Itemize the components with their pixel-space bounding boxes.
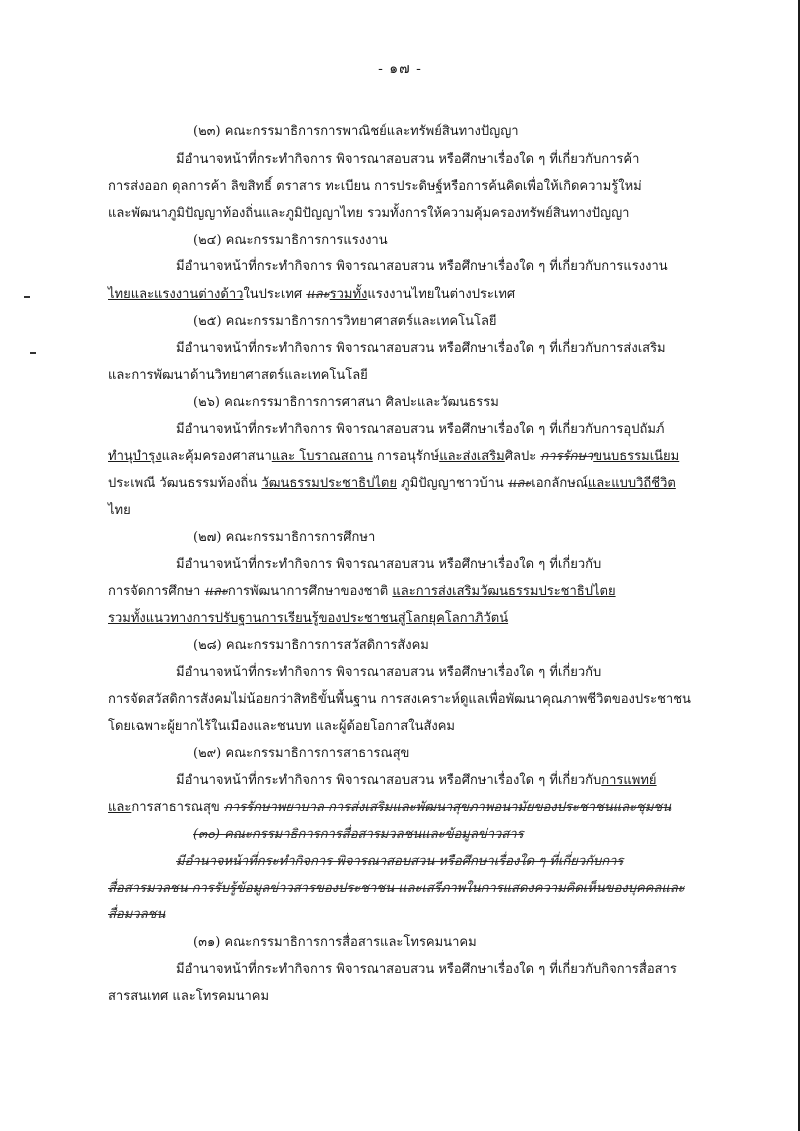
struck-text: และ	[507, 476, 532, 491]
text-run: และพัฒนาภูมิปัญญาท้องถิ่นและภูมิปัญญาไทย รวมทั้งการให้ความคุ้มครองทรัพย์สินทางปัญญา	[108, 206, 630, 221]
text-run: โดยเฉพาะผู้ยากไร้ในเมืองและชนบท และผู้ด้อยโอกาสในสังคม	[108, 719, 456, 734]
underlined-text: การแพทย์	[601, 773, 657, 788]
underlined-text: และส่งเสริม	[439, 449, 505, 464]
paragraph-line	[108, 286, 515, 304]
section-heading-31	[193, 934, 477, 952]
text-run: (๓๑) คณะกรรมาธิการการสื่อสารและโทรคมนาคม	[193, 935, 477, 950]
margin-mark	[30, 352, 36, 354]
paragraph-line	[176, 340, 666, 358]
paragraph-line	[108, 880, 685, 898]
paragraph-line	[108, 178, 642, 196]
paragraph-line	[108, 205, 629, 223]
text-run: การส่งออก ดุลการค้า ลิขสิทธิ์ ตราสาร ทะเบียน การประดิษฐ์หรือการค้นคิดเพื่อให้เกิดความรู้ใหม่	[108, 179, 642, 194]
text-run: (๒๗) คณะกรรมาธิการการศึกษา	[193, 530, 376, 545]
underlined-text: และแบบวิถีชีวิต	[587, 476, 676, 491]
text-run: ประเพณี วัฒนธรรมท้องถิ่น	[108, 476, 262, 491]
text-run: มีอำนาจหน้าที่กระทำกิจการ พิจารณาสอบสวน หรือศึกษาเรื่องใด ๆ ที่เกี่ยวกับการส่งเสริม	[176, 341, 666, 356]
underlined-text: รวมทั้งแนวทางการปรับฐานการเรียนรู้ของประชาชนสู่โลกยุคโลกาภิวัตน์	[108, 611, 509, 626]
section-heading-26	[193, 394, 499, 412]
text-run: มีอำนาจหน้าที่กระทำกิจการ พิจารณาสอบสวน หรือศึกษาเรื่องใด ๆ ที่เกี่ยวกับการอุปถัมภ์	[176, 422, 665, 437]
section-heading-23	[193, 123, 519, 141]
text-run: และคุ้มครองศาสนา	[161, 449, 272, 464]
text-run: การจัดการศึกษา	[108, 584, 205, 599]
text-run: สารสนเทศ และโทรคมนาคม	[108, 989, 270, 1004]
margin-mark	[24, 296, 30, 298]
underlined-text: และ โบราณสถาน	[271, 449, 373, 464]
paragraph-line	[108, 906, 165, 924]
paragraph-line	[108, 448, 679, 466]
text-run: มีอำนาจหน้าที่กระทำกิจการ พิจารณาสอบสวน หรือศึกษาเรื่องใด ๆ ที่เกี่ยวกับ	[176, 557, 602, 572]
paragraph-line	[108, 475, 676, 493]
underlined-text: วัฒนธรรมประชาธิปไตย	[261, 476, 397, 491]
text-run: การพัฒนาการศึกษาของชาติ	[227, 584, 393, 599]
struck-text: (๓๐) คณะกรรมาธิการการสื่อสารมวลชนและข้อมูลข่าวสาร	[193, 827, 524, 842]
text-run: การจัดสวัสดิการสังคมไม่น้อยกว่าสิทธิขั้นพื้นฐาน การสงเคราะห์ดูแลเพื่อพัฒนาคุณภาพชีวิตของประชาชน	[108, 692, 691, 707]
underlined-text: และการส่งเสริมวัฒนธรรมประชาธิปไตย	[392, 584, 616, 599]
underlined-text: รวมทั้ง	[329, 287, 368, 302]
text-run: การอนุรักษ์	[372, 449, 440, 464]
text-run: (๒๙) คณะกรรมาธิการการสาธารณสุข	[193, 746, 410, 761]
paragraph-line	[176, 421, 664, 439]
text-run: ไทย	[108, 503, 131, 518]
paragraph-line	[176, 258, 668, 276]
section-heading-29	[193, 745, 409, 763]
text-run: ภูมิปัญญาชาวบ้าน	[396, 476, 508, 491]
text-run: มีอำนาจหน้าที่กระทำกิจการ พิจารณาสอบสวน หรือศึกษาเรื่องใด ๆ ที่เกี่ยวกับการแรงงาน	[176, 259, 668, 274]
struck-text: และ	[204, 584, 228, 599]
paragraph-line	[108, 988, 269, 1006]
section-heading-30	[193, 826, 524, 844]
paragraph-line	[108, 691, 691, 709]
section-heading-25	[193, 313, 497, 331]
paragraph-line	[108, 718, 455, 736]
paragraph-line	[176, 853, 623, 871]
text-run: (๒๓) คณะกรรมาธิการการพาณิชย์และทรัพย์สินทางปัญญา	[193, 124, 519, 139]
paragraph-line	[108, 583, 616, 601]
struck-text: การรักษาพยาบาล การส่งเสริมและพัฒนาสุขภาพอนามัยของประชาชนและชุมชน	[223, 800, 672, 815]
page-number: - ๑๗ -	[378, 61, 422, 77]
section-heading-28	[193, 637, 429, 655]
paragraph-line	[176, 961, 677, 979]
text-run: มีอำนาจหน้าที่กระทำกิจการ พิจารณาสอบสวน หรือศึกษาเรื่องใด ๆ ที่เกี่ยวกับกิจการสื่อสาร	[176, 962, 677, 977]
paragraph-line	[176, 556, 601, 574]
text-run: และการพัฒนาด้านวิทยาศาสตร์และเทคโนโลยี	[108, 368, 368, 383]
underlined-text: ไทยและแรงงานต่างด้าว	[108, 287, 244, 302]
paragraph-line	[176, 664, 601, 682]
paragraph-line	[108, 799, 671, 817]
text-run: แรงงานไทยในต่างประเทศ	[367, 287, 516, 302]
struck-text: มีอำนาจหน้าที่กระทำกิจการ พิจารณาสอบสวน หรือศึกษาเรื่องใด ๆ ที่เกี่ยวกับการ	[176, 854, 624, 869]
section-heading-27	[193, 529, 375, 547]
paragraph-line	[108, 367, 368, 385]
struck-text: สื่อสารมวลชน การรับรู้ข้อมูลข่าวสารของประชาชน และเสรีภาพในการแสดงความคิดเห็นของบุคคลและ	[108, 881, 685, 896]
text-run: (๒๔) คณะกรรมาธิการการแรงงาน	[193, 233, 388, 248]
text-run: มีอำนาจหน้าที่กระทำกิจการ พิจารณาสอบสวน หรือศึกษาเรื่องใด ๆ ที่เกี่ยวกับการค้า	[176, 152, 640, 167]
text-run: (๒๘) คณะกรรมาธิการการสวัสดิการสังคม	[193, 638, 429, 653]
text-run: (๒๖) คณะกรรมาธิการการศาสนา ศิลปะและวัฒนธรรม	[193, 395, 499, 410]
paragraph-line	[176, 772, 657, 790]
struck-text: สื่อมวลชน	[108, 907, 166, 922]
section-heading-24	[193, 232, 388, 250]
underlined-text: และ	[108, 800, 132, 815]
paragraph-line	[108, 502, 131, 520]
text-run: (๒๕) คณะกรรมาธิการการวิทยาศาสตร์และเทคโนโลยี	[193, 314, 497, 329]
paragraph-line	[108, 610, 508, 628]
underlined-text: ขนบธรรมเนียม	[593, 449, 680, 464]
text-run: มีอำนาจหน้าที่กระทำกิจการ พิจารณาสอบสวน หรือศึกษาเรื่องใด ๆ ที่เกี่ยวกับ	[176, 773, 602, 788]
text-run: ในประเทศ	[243, 287, 307, 302]
paragraph-line	[176, 151, 639, 169]
text-run: มีอำนาจหน้าที่กระทำกิจการ พิจารณาสอบสวน หรือศึกษาเรื่องใด ๆ ที่เกี่ยวกับ	[176, 665, 602, 680]
text-run: ศิลปะ	[504, 449, 541, 464]
text-run: เอกลักษณ์	[531, 476, 588, 491]
text-run: การสาธารณสุข	[131, 800, 224, 815]
struck-text: การรักษา	[540, 449, 594, 464]
struck-text: และ	[306, 287, 330, 302]
underlined-text: ทำนุบำรุง	[108, 449, 162, 464]
